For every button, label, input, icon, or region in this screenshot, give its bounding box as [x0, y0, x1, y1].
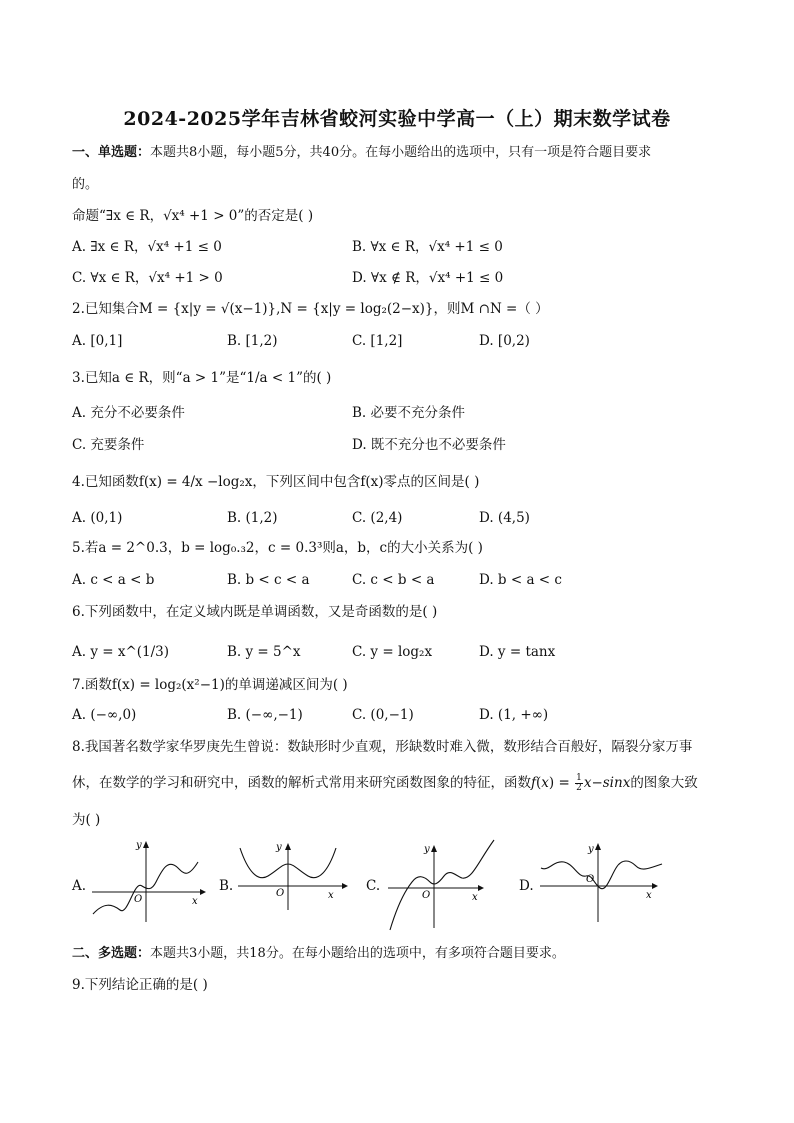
- q8-graph-c[interactable]: [386, 840, 498, 932]
- question-4-stem: 4.已知函数f(x) = 4/x −log₂x，下列区间中包含f(x)零点的区间是( ): [72, 474, 480, 490]
- q5-option-b[interactable]: B. b < c < a: [227, 572, 310, 588]
- q8-c-origin: O: [422, 890, 431, 901]
- q5-option-a[interactable]: A. c < a < b: [72, 572, 155, 588]
- q8-a-y-label: y: [136, 840, 142, 851]
- question-9-stem: 9.下列结论正确的是( ): [72, 977, 208, 993]
- section-1-heading: [72, 143, 651, 163]
- q8-function-formula: f: [531, 775, 536, 791]
- q3-option-a[interactable]: A. 充分不必要条件: [72, 405, 185, 421]
- section-2-title: 二、多选题：: [72, 946, 151, 961]
- q1-text: 命题“∃x ∈ R，√x⁴ +1 > 0”的否定是( ): [72, 208, 314, 224]
- q6-option-c[interactable]: C. y = log₂x: [352, 644, 433, 660]
- question-2-stem: 2.已知集合M = {x|y = √(x−1)},N = {x|y = log₂(2−x)}，则M ∩N =（ ）: [72, 301, 549, 317]
- q8-b-origin: O: [276, 888, 285, 899]
- q3-option-d[interactable]: D. 既不充分也不必要条件: [352, 437, 506, 453]
- q7-option-d[interactable]: D. (1, +∞): [479, 707, 549, 723]
- q2-option-a[interactable]: A. [0,1]: [72, 333, 123, 349]
- q7-option-a[interactable]: A. (−∞,0): [72, 707, 137, 723]
- q8-graph-a[interactable]: [90, 840, 210, 925]
- q8-fraction-half: $\frac{1}{2}$: [576, 773, 582, 793]
- page-title: 2024-2025学年吉林省蛟河实验中学高一（上）期末数学试卷: [123, 108, 671, 130]
- section-1-desc-cont: 的。: [72, 177, 99, 192]
- q8-text-a: 休，在数学的学习和研究中，函数的解析式常用来研究函数图象的特征，函数: [72, 775, 531, 791]
- q5-option-c[interactable]: C. c < b < a: [352, 572, 435, 588]
- q8-graph-d[interactable]: [538, 842, 666, 924]
- q6-option-a[interactable]: A. y = x^(1/3): [72, 644, 170, 660]
- q2-option-b[interactable]: B. [1,2): [227, 333, 278, 349]
- question-6-stem: 6.下列函数中，在定义域内既是单调函数，又是奇函数的是( ): [72, 604, 438, 620]
- q1-option-c[interactable]: C. ∀x ∈ R，√x⁴ +1 > 0: [72, 270, 223, 286]
- q8-option-c-label[interactable]: C.: [366, 878, 381, 894]
- q8-option-a-label[interactable]: A.: [72, 878, 87, 894]
- q4-option-c[interactable]: C. (2,4): [352, 510, 403, 526]
- question-3-stem: 3.已知a ∈ R，则“a > 1”是“1/a < 1”的( ): [72, 370, 332, 386]
- q1-option-b[interactable]: B. ∀x ∈ R，√x⁴ +1 ≤ 0: [352, 239, 503, 255]
- section-2-heading: [72, 944, 565, 964]
- q2-option-d[interactable]: D. [0,2): [479, 333, 530, 349]
- section-1-desc: 本题共8小题，每小题5分，共40分。在每小题给出的选项中，只有一项是符合题目要求: [150, 145, 652, 160]
- question-1-stem: [72, 206, 313, 226]
- q6-option-d[interactable]: D. y = tanx: [479, 644, 556, 660]
- q8-d-y-label: y: [588, 844, 594, 855]
- q4-option-a[interactable]: A. (0,1): [72, 510, 123, 526]
- q8-text-b: 的图象大致: [630, 775, 698, 791]
- q8-c-y-label: y: [424, 844, 430, 855]
- q3-option-c[interactable]: C. 充要条件: [72, 437, 145, 453]
- q8-d-origin: O: [586, 874, 595, 885]
- q4-option-b[interactable]: B. (1,2): [227, 510, 278, 526]
- q8-a-origin: O: [134, 894, 143, 905]
- q4-option-d[interactable]: D. (4,5): [479, 510, 530, 526]
- q8-a-x-label: x: [192, 896, 198, 907]
- section-2-desc: 本题共3小题，共18分。在每小题给出的选项中，有多项符合题目要求。: [150, 946, 565, 961]
- q2-option-c[interactable]: C. [1,2]: [352, 333, 403, 349]
- q8-d-x-label: x: [646, 890, 652, 901]
- q8-b-x-label: x: [328, 890, 334, 901]
- q5-option-d[interactable]: D. b < a < c: [479, 572, 562, 588]
- q8-option-b-label[interactable]: B.: [219, 878, 234, 894]
- q1-option-a[interactable]: A. ∃x ∈ R，√x⁴ +1 ≤ 0: [72, 239, 222, 255]
- question-7-stem: 7.函数f(x) = log₂(x²−1)的单调递减区间为( ): [72, 677, 348, 693]
- q8-option-d-label[interactable]: D.: [519, 878, 534, 894]
- q7-option-b[interactable]: B. (−∞,−1): [227, 707, 303, 723]
- q3-option-b[interactable]: B. 必要不充分条件: [352, 405, 466, 421]
- q7-option-c[interactable]: C. (0,−1): [352, 707, 414, 723]
- question-8-line3: 为( ): [72, 812, 101, 828]
- q6-option-b[interactable]: B. y = 5^x: [227, 644, 301, 660]
- q1-option-d[interactable]: D. ∀x ∉ R，√x⁴ +1 ≤ 0: [352, 270, 504, 286]
- question-5-stem: 5.若a = 2^0.3，b = log₀.₃2，c = 0.3³则a，b，c的大小关系为( ): [72, 540, 483, 556]
- q8-c-x-label: x: [472, 892, 478, 903]
- section-1-title: 一、单选题：: [72, 145, 151, 160]
- question-8-line2: 休，在数学的学习和研究中，函数的解析式常用来研究函数图象的特征，函数f(x) = $\frac{1}{2}$ x−sinx的图象大致: [72, 773, 698, 793]
- q8-b-y-label: y: [276, 842, 282, 853]
- question-8-line1: 8.我国著名数学家华罗庚先生曾说：数缺形时少直观，形缺数时难入微，数形结合百般好，隔裂分家万事: [72, 739, 693, 755]
- q8-graph-b[interactable]: [236, 842, 356, 912]
